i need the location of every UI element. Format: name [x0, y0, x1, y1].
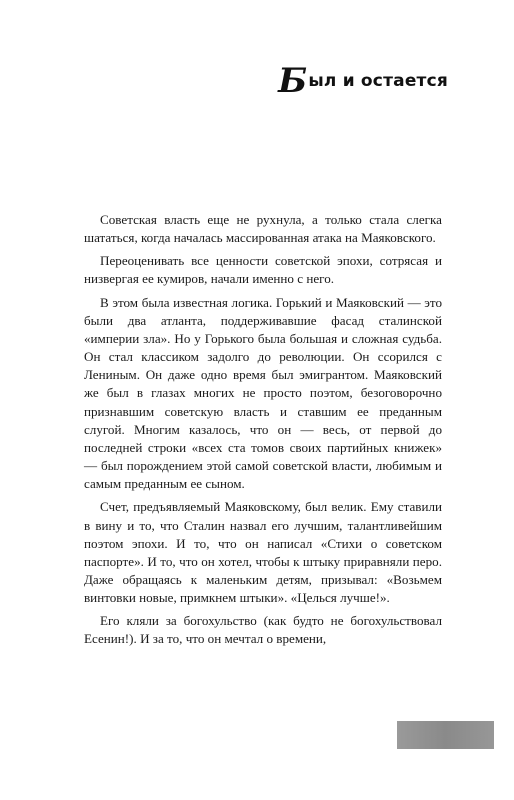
chapter-title-initial: Б [278, 61, 308, 101]
paragraph-2: Переоценивать все ценности советской эпохи, сотрясая и низвергая ее кумиров, начали именно с него. [84, 253, 442, 287]
paragraph-3: В этом была известная логика. Горький и Маяковский — это были два атланта, поддерживавшие фасад сталинской «империи зла». Но у Горького была большая и сложная судьба. Он стал классиком задолго до революции. Он ссорился с Лениным. Он даже одно время был эмигрантом. Маяковский же был в глазах многих не просто поэтом, безоговорочно признавшим советскую власть и ставшим ее преданным слугой. Многим казалось, что он — весь, от первой до последней строки «всех ста томов своих партийных книжек» — был порождением этой самой советской власти, любимым и самым преданным ее сыном. [84, 294, 442, 492]
chapter-title [278, 61, 448, 101]
paragraph-4: Счет, предъявляемый Маяковскому, был велик. Ему ставили в вину и то, что Сталин назвал его лучшим, талантливейшим поэтом эпохи. И то, что он написал «Стихи о советском паспорте». И то, что он хотел, чтобы к штыку приравняли перо. Даже обращаясь к маленьким детям, призывал: «Возьмем винтовки новые, примкнем штыки». «Целься лучше!». [84, 499, 442, 606]
gray-scan-bar [397, 721, 494, 749]
paragraph-5: Его кляли за богохульство (как будто не богохульствовал Есенин!). И за то, что он мечтал о времени, [84, 613, 442, 647]
body-text [84, 211, 442, 649]
chapter-title-rest: ыл и остается [308, 71, 448, 91]
paragraph-1: Советская власть еще не рухнула, а только стала слегка шататься, когда началась массированная атака на Маяковского. [84, 212, 442, 246]
